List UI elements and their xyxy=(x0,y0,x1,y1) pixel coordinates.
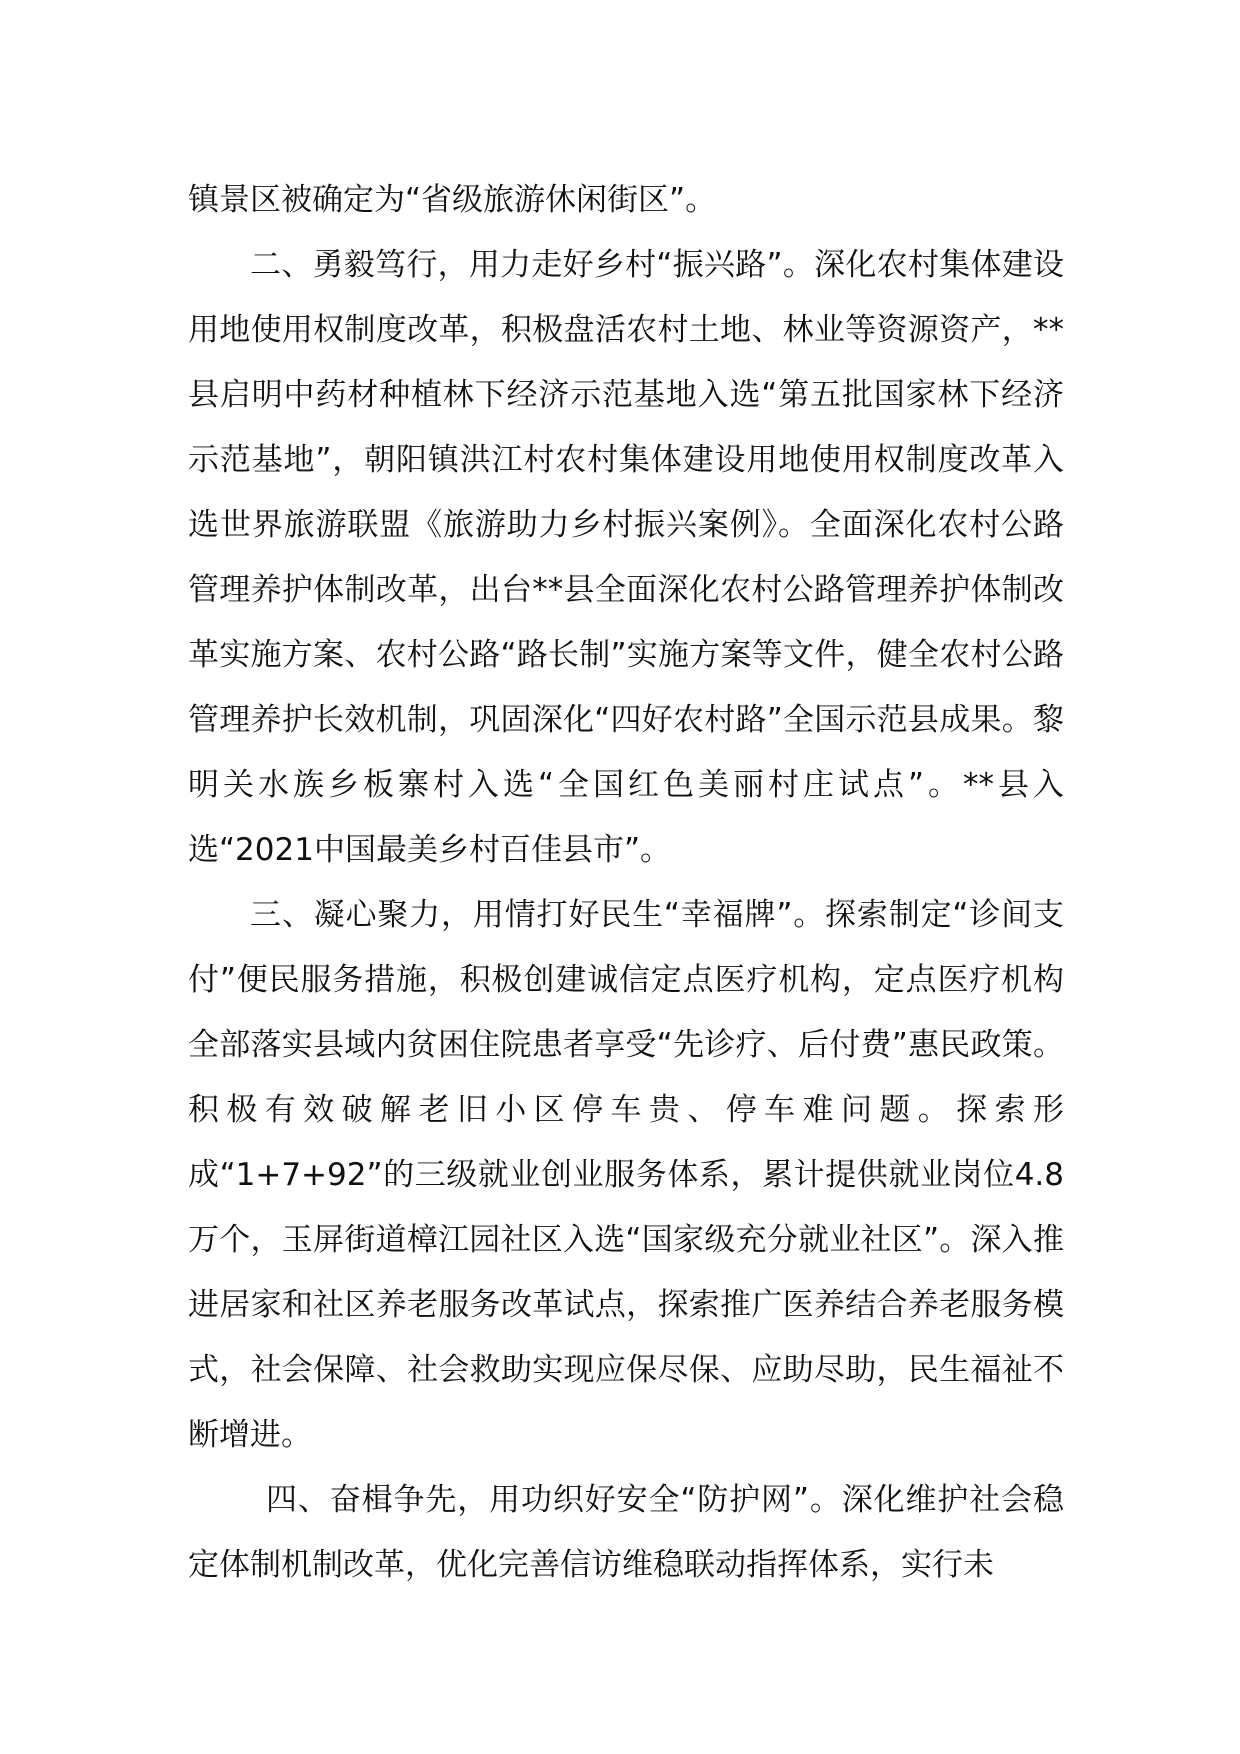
paragraph-rural-revitalization: 二、勇毅笃行，用力走好乡村“振兴路”。深化农村集体建设用地使用权制度改革，积极盘活农村土地、林业等资源资产，**县启明中药材种植林下经济示范基地入选“第五批国家林下经济示范基地”，朝阳镇洪江村农村集体建设用地使用权制度改革入选世界旅游联盟《旅游助力乡村振兴案例》。全面深化农村公路管理养护体制改革，出台**县全面深化农村公路管理养护体制改革实施方案、农村公路“路长制”实施方案等文件，健全农村公路管理养护长效机制，巩固深化“四好农村路”全国示范县成果。黎明关水族乡板寨村入选“全国红色美丽村庄试点”。**县入选“2021中国最美乡村百佳县市”。 xyxy=(188,247,1064,868)
document-body xyxy=(188,168,1064,1598)
paragraph-continuation: 镇景区被确定为“省级旅游休闲街区”。 xyxy=(188,182,717,218)
paragraph-livelihood: 三、凝心聚力，用情打好民生“幸福牌”。探索制定“诊间支付”便民服务措施，积极创建诚信定点医疗机构，定点医疗机构全部落实县域内贫困住院患者享受“先诊疗、后付费”惠民政策。积极有效破解老旧小区停车贵、停车难问题。探索形成“1+7+92”的三级就业创业服务体系，累计提供就业岗位4.8万个，玉屏街道樟江园社区入选“国家级充分就业社区”。深入推进居家和社区养老服务改革试点，探索推广医养结合养老服务模式，社会保障、社会救助实现应保尽保、应助尽助，民生福祉不断增进。 xyxy=(188,897,1064,1453)
paragraph-safety: 四、奋楫争先，用功织好安全“防护网”。深化维护社会稳定体制机制改革，优化完善信访维稳联动指挥体系，实行未 xyxy=(188,1482,1064,1583)
